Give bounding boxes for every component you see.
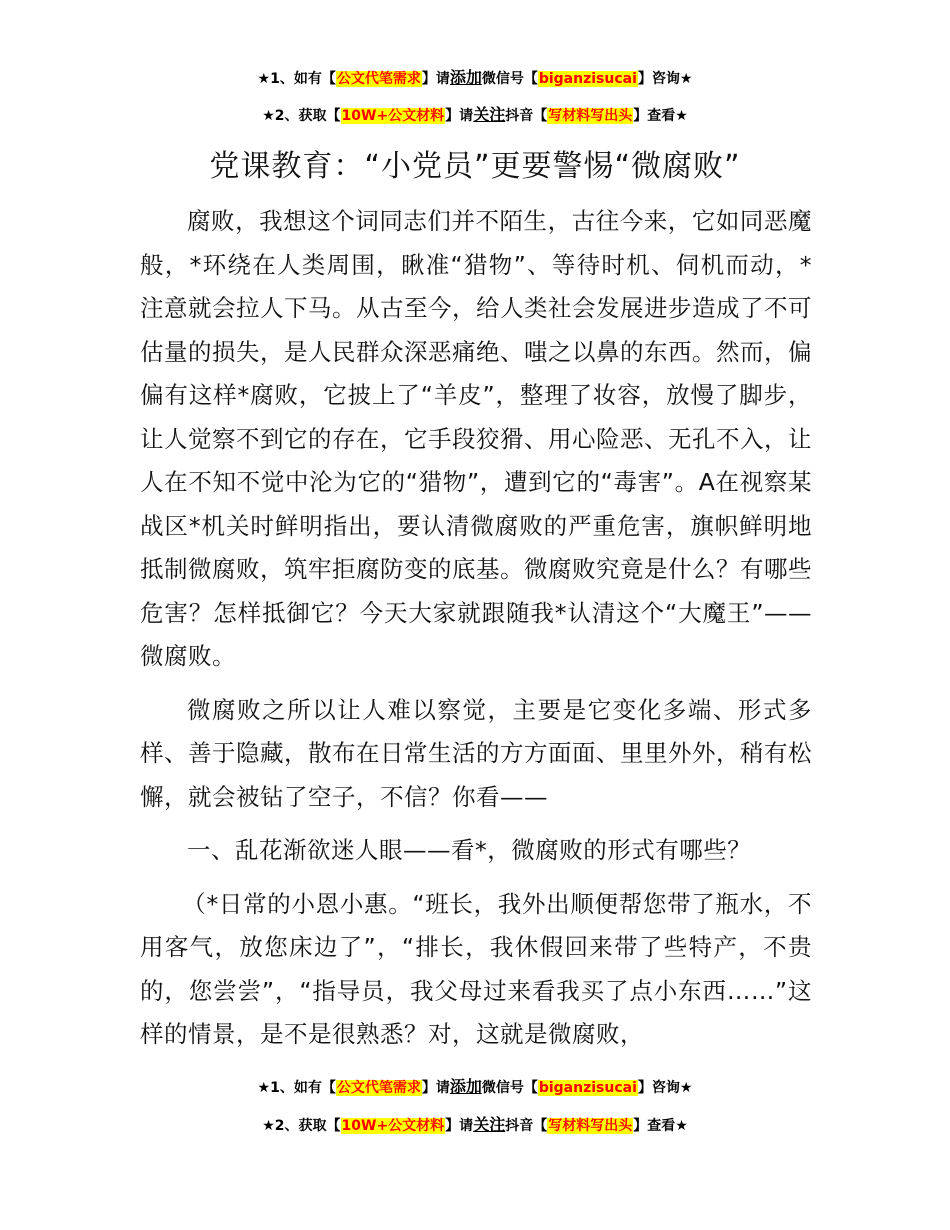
header-line2-mid1: 】请 <box>445 108 474 124</box>
footer-line1-highlight-service: 公文代笔需求 <box>336 1080 421 1096</box>
footer-line1-mid2: 微信号【 <box>481 1080 538 1096</box>
footer-line1-mid1: 】请 <box>421 1080 450 1096</box>
header-line2-highlight-douyin: 写材料写出头 <box>548 108 633 124</box>
footer-line2-highlight-materials: 10W+公文材料 <box>341 1118 445 1134</box>
footer-line2-highlight-douyin: 写材料写出头 <box>548 1118 633 1134</box>
header-line1-highlight-wechat: biganzisucai <box>538 71 637 87</box>
footer-line2-mid2: 抖音【 <box>505 1118 548 1134</box>
paragraph-small-favors: （*日常的小恩小惠。“班长，我外出顺便帮您带了瓶水，不用客气，放您床边了”，“排长，我休假回来带了些特产，不贵的，您尝尝”，“指导员，我父母过来看我买了点小东西……”这样的情景，是不是很熟悉？对，这就是微腐败， <box>140 889 812 1048</box>
header-line2-highlight-materials: 10W+公文材料 <box>341 108 445 124</box>
document-title: 党课教育：“小党员”更要警惕“微腐败” <box>209 149 741 184</box>
footer-line1-underlined: 添加 <box>449 1077 482 1096</box>
paragraph-micro-corruption-nature: 微腐败之所以让人难以察觉，主要是它变化多端、形式多样、善于隐藏，散布在日常生活的方方面面、里里外外，稍有松懈，就会被钻了空子，不信？你看—— <box>140 695 812 811</box>
footer-line1-suffix: 】咨询★ <box>637 1080 693 1096</box>
footer-line2-underlined: 关注 <box>473 1115 506 1134</box>
header-line2-underlined: 关注 <box>473 105 506 124</box>
footer-line1-prefix: ★1、如有【 <box>257 1080 336 1096</box>
header-ad-line-2 <box>0 105 950 126</box>
header-line2-suffix: 】查看★ <box>633 108 688 124</box>
footer-ad-line-2 <box>0 1115 950 1136</box>
document-body <box>140 200 812 1067</box>
header-line1-highlight-service: 公文代笔需求 <box>336 71 421 87</box>
header-line2-prefix: ★2、获取【 <box>262 108 341 124</box>
footer-line2-mid1: 】请 <box>445 1118 474 1134</box>
footer-line2-suffix: 】查看★ <box>633 1118 688 1134</box>
header-line1-prefix: ★1、如有【 <box>257 71 336 87</box>
header-line1-mid2: 微信号【 <box>481 71 538 87</box>
header-ad-line-1 <box>0 68 950 89</box>
footer-ad-line-1 <box>0 1077 950 1098</box>
header-line1-underlined: 添加 <box>449 68 482 87</box>
footer-line1-highlight-wechat: biganzisucai <box>538 1080 637 1096</box>
section-heading-1: 一、乱花渐欲迷人眼——看*，微腐败的形式有哪些？ <box>187 836 752 864</box>
header-line1-mid1: 】请 <box>421 71 450 87</box>
header-line1-suffix: 】咨询★ <box>637 71 693 87</box>
header-line2-mid2: 抖音【 <box>505 108 548 124</box>
footer-line2-prefix: ★2、获取【 <box>262 1118 341 1134</box>
paragraph-intro: 腐败，我想这个词同志们并不陌生，古往今来，它如同恶魔般，*环绕在人类周围，瞅准“猎物”、等待时机、伺机而动，*注意就会拉人下马。从古至今，给人类社会发展进步造成了不可估量的损失，是人民群众深恶痛绝、嗤之以鼻的东西。然而，偏偏有这样*腐败，它披上了“羊皮”，整理了妆容，放慢了脚步，让人觉察不到它的存在，它手段狡猾、用心险恶、无孔不入，让人在不知不觉中沦为它的“猎物”，遭到它的“毒害”。A在视察某战区*机关时鲜明指出，要认清微腐败的严重危害，旗帜鲜明地抵制微腐败，筑牢拒腐防变的底基。微腐败究竟是什么？有哪些危害？怎样抵御它？今天大家就跟随我*认清这个“大魔王”——微腐败。 <box>140 207 812 670</box>
